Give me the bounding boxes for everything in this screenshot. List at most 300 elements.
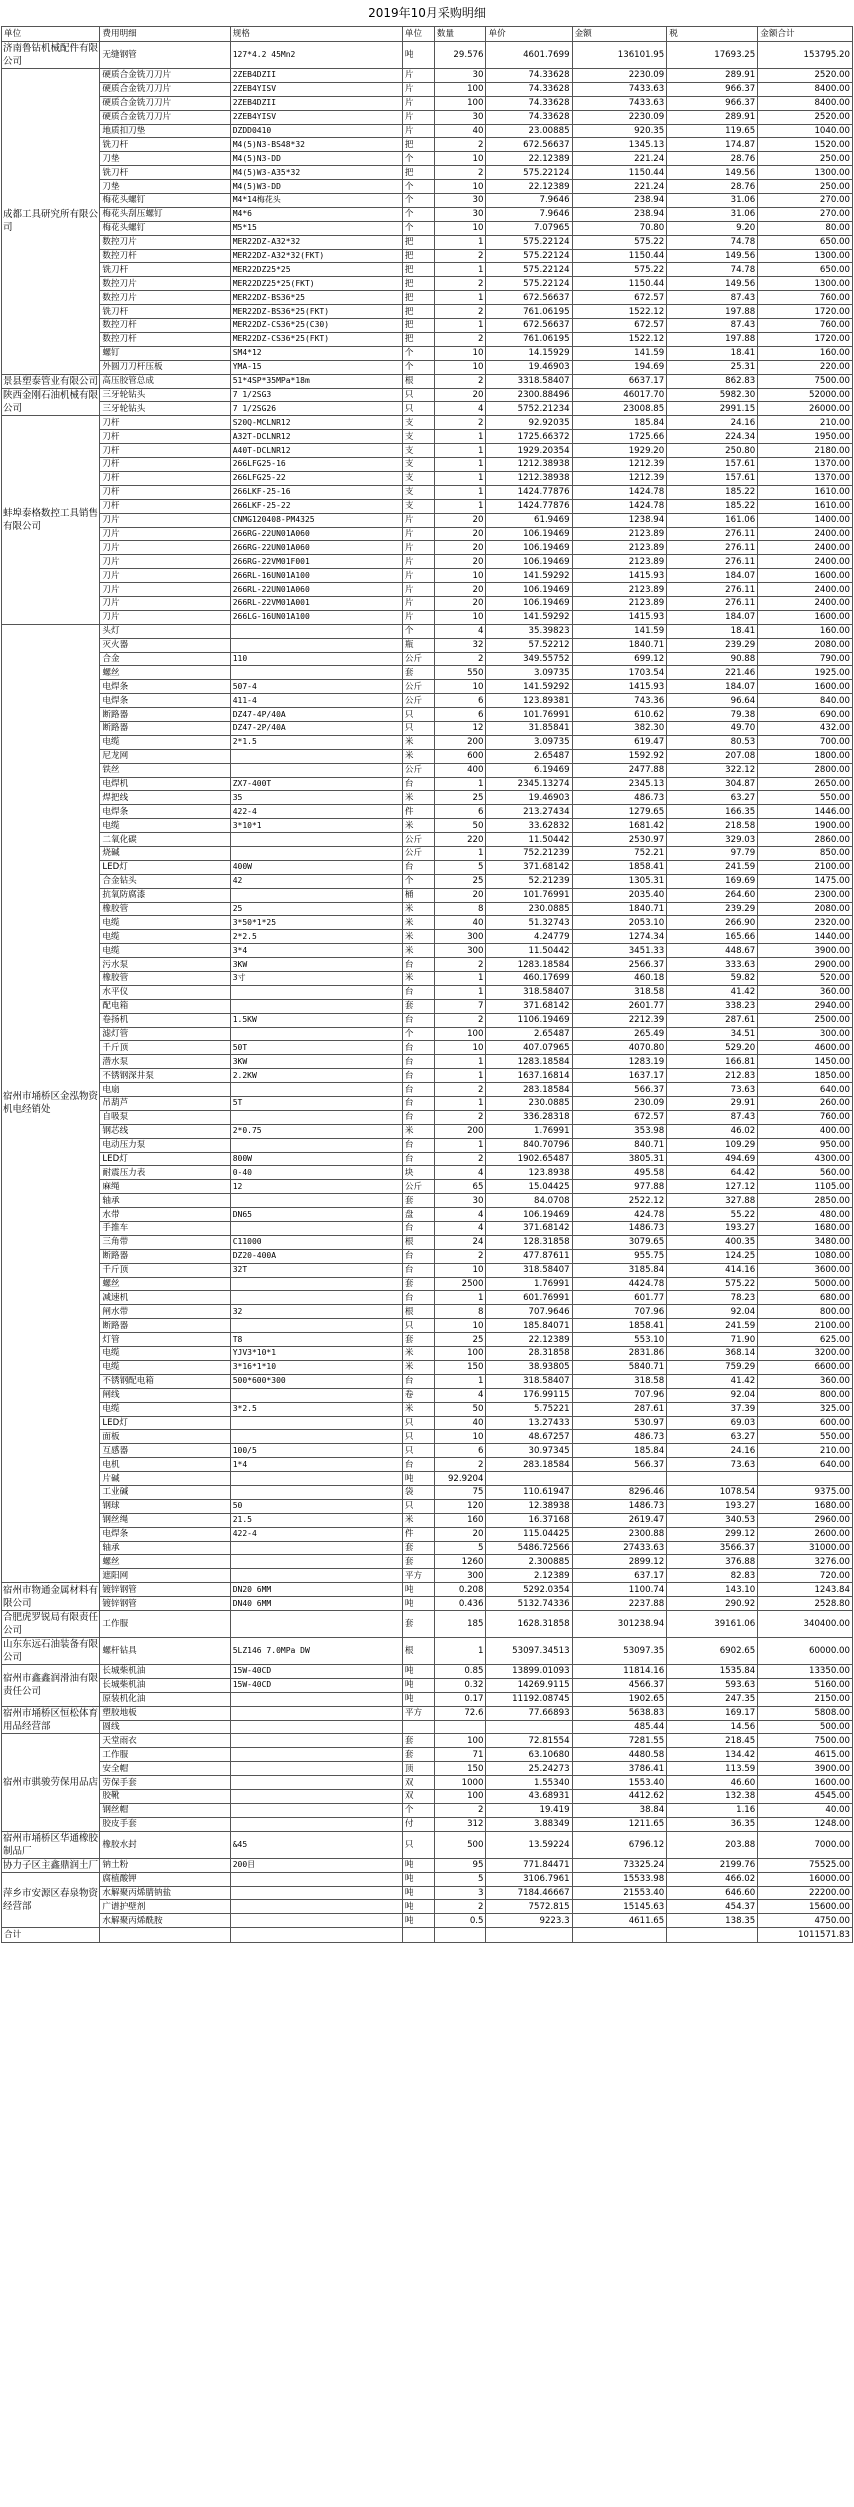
item-qty: 20 [434,527,486,541]
item-tax: 31.06 [667,207,758,221]
item-total: 1105.00 [758,1180,853,1194]
item-total: 2650.00 [758,777,853,791]
item-qty: 30 [434,194,486,208]
item-amount: 23008.85 [572,402,667,416]
item-spec: 32T [230,1263,402,1277]
supplier-name: 宿州市物通金属材料有限公司 [3,1584,99,1609]
table-row [2,1527,853,1541]
item-price: 35.39823 [486,624,572,638]
item-price: 38.93805 [486,1360,572,1374]
table-row [2,1013,853,1027]
item-total: 2100.00 [758,860,853,874]
item-tax: 193.27 [667,1222,758,1236]
item-price: 5.75221 [486,1402,572,1416]
item-spec: 21.5 [230,1513,402,1527]
item-unit: 只 [402,708,434,722]
item-amount: 566.37 [572,1458,667,1472]
item-unit: 米 [402,930,434,944]
item-amount: 1415.93 [572,610,667,624]
item-qty: 120 [434,1499,486,1513]
item-qty: 30 [434,207,486,221]
item-price: 230.0885 [486,1097,572,1111]
item-unit: 吨 [402,1472,434,1486]
item-total: 7500.00 [758,374,853,388]
item-spec: 50 [230,1499,402,1513]
item-unit: 片 [402,110,434,124]
item-qty: 100 [434,1734,486,1748]
item-tax: 41.42 [667,985,758,999]
item-spec: 266LKF-25-16 [230,485,402,499]
item-spec [230,1430,402,1444]
item-spec: 266RL-16UN01A100 [230,569,402,583]
item-total: 270.00 [758,194,853,208]
item-qty: 10 [434,610,486,624]
item-qty: 12 [434,721,486,735]
item-qty: 71 [434,1748,486,1762]
item-spec: 50T [230,1041,402,1055]
table-row [2,1789,853,1803]
item-unit: 台 [402,1097,434,1111]
item-spec [230,749,402,763]
table-row [2,152,853,166]
item-price: 2300.88496 [486,388,572,402]
item-tax: 132.38 [667,1789,758,1803]
item-unit: 公斤 [402,694,434,708]
table-row [2,82,853,96]
item-total: 340400.00 [758,1610,853,1637]
item-price: 1628.31858 [486,1610,572,1637]
item-spec: M4*6 [230,207,402,221]
item-qty: 200 [434,735,486,749]
item-spec [230,1194,402,1208]
item-spec: 266LFG25-22 [230,471,402,485]
item-spec [230,1277,402,1291]
item-tax: 161.06 [667,513,758,527]
supplier-name: 陕西金刚石油机械有限公司 [3,389,99,414]
item-unit: 块 [402,1166,434,1180]
item-tax: 82.83 [667,1569,758,1583]
item-price: 7.9646 [486,207,572,221]
item-unit: 吨 [402,1597,434,1611]
item-amount: 1424.78 [572,499,667,513]
item-unit: 片 [402,555,434,569]
table-row [2,1083,853,1097]
item-spec: 266RG-22VM01F001 [230,555,402,569]
item-qty: 1 [434,319,486,333]
item-total: 2400.00 [758,541,853,555]
item-spec [230,1569,402,1583]
item-tax: 127.12 [667,1180,758,1194]
table-row [2,860,853,874]
item-spec: 51*4SP*35MPa*18m [230,374,402,388]
item-tax: 143.10 [667,1583,758,1597]
item-tax: 37.39 [667,1402,758,1416]
item-price: 106.19469 [486,541,572,555]
table-row [2,791,853,805]
item-total: 2860.00 [758,833,853,847]
item-unit: 套 [402,1333,434,1347]
item-tax: 73.63 [667,1083,758,1097]
item-price: 752.21239 [486,846,572,860]
item-unit: 台 [402,1249,434,1263]
item-qty: 20 [434,888,486,902]
item-total: 600.00 [758,1416,853,1430]
item-price: 5292.0354 [486,1583,572,1597]
item-qty: 10 [434,180,486,194]
item-tax: 149.56 [667,277,758,291]
item-spec: 2ZEB4DZII [230,96,402,110]
item-tax: 289.91 [667,69,758,83]
item-total: 1446.00 [758,805,853,819]
item-amount: 610.62 [572,708,667,722]
header-unit: 单位 [402,27,434,42]
table-row [2,1734,853,1748]
item-qty: 300 [434,1569,486,1583]
item-tax: 109.29 [667,1138,758,1152]
item-unit: 个 [402,180,434,194]
item-unit: 台 [402,860,434,874]
item-amount: 601.77 [572,1291,667,1305]
item-spec: M4(5)W3-DD [230,180,402,194]
item-unit: 桶 [402,888,434,902]
item-qty: 4 [434,402,486,416]
item-price: 77.66893 [486,1706,572,1720]
item-spec: M4(5)N3-DD [230,152,402,166]
table-row [2,1430,853,1444]
table-row [2,1069,853,1083]
table-row [2,624,853,638]
item-tax: 376.88 [667,1555,758,1569]
table-row [2,416,853,430]
item-spec [230,1138,402,1152]
supplier-name: 宿州市骐骏劳保用品店 [2,1734,100,1831]
item-spec: M5*15 [230,221,402,235]
item-spec [230,638,402,652]
total-value: 1011571.83 [758,1928,853,1943]
item-name: 刀片 [100,527,230,541]
item-amount: 1150.44 [572,277,667,291]
item-price: 575.22124 [486,166,572,180]
item-unit: 片 [402,96,434,110]
item-qty: 1 [434,471,486,485]
table-row [2,1541,853,1555]
item-amount: 2345.13 [572,777,667,791]
item-tax: 400.35 [667,1235,758,1249]
item-unit: 吨 [402,1583,434,1597]
item-qty: 6 [434,805,486,819]
table-row [2,1748,853,1762]
item-spec: 7 1/2SG26 [230,402,402,416]
item-tax: 18.41 [667,624,758,638]
item-name: 电焊条 [100,805,230,819]
item-total: 2180.00 [758,444,853,458]
item-qty: 24 [434,1235,486,1249]
item-tax [667,1472,758,1486]
item-spec [230,1485,402,1499]
item-total: 4300.00 [758,1152,853,1166]
item-spec: 422-4 [230,1527,402,1541]
item-spec [230,1319,402,1333]
item-spec: DN40 6MM [230,1597,402,1611]
item-spec [230,1886,402,1900]
item-unit: 台 [402,1110,434,1124]
item-price: 84.0708 [486,1194,572,1208]
item-tax: 149.56 [667,249,758,263]
table-row [2,1235,853,1249]
item-amount: 3079.65 [572,1235,667,1249]
item-qty: 10 [434,680,486,694]
item-unit: 个 [402,624,434,638]
item-unit: 台 [402,1374,434,1388]
item-price: 3318.58407 [486,374,572,388]
item-name: 铣刀杆 [100,263,230,277]
item-tax: 59.82 [667,972,758,986]
table-row [2,1872,853,1886]
item-price [486,1720,572,1734]
item-unit: 支 [402,458,434,472]
item-price: 477.87611 [486,1249,572,1263]
table-row [2,1900,853,1914]
item-total: 550.00 [758,1430,853,1444]
item-spec: 3*2.5 [230,1402,402,1416]
item-spec: S20Q-MCLNR12 [230,416,402,430]
item-name: 电机 [100,1458,230,1472]
item-amount: 699.12 [572,652,667,666]
item-unit: 米 [402,902,434,916]
item-price: 2345.13274 [486,777,572,791]
item-amount: 230.09 [572,1097,667,1111]
item-tax: 239.29 [667,638,758,652]
item-spec: 2ZEB4YISV [230,110,402,124]
item-qty: 6 [434,1444,486,1458]
item-tax: 184.07 [667,569,758,583]
item-spec: 266RG-22UN01A060 [230,541,402,555]
table-row [2,721,853,735]
item-spec: 1.5KW [230,1013,402,1027]
item-amount: 619.47 [572,735,667,749]
supplier-name: 宿州市埇桥区华通橡胶制品厂 [3,1832,99,1857]
item-spec [230,1110,402,1124]
item-amount: 1840.71 [572,638,667,652]
item-name: 千斤顶 [100,1041,230,1055]
item-spec [230,1388,402,1402]
item-price: 2.65487 [486,749,572,763]
item-qty: 10 [434,346,486,360]
item-total: 640.00 [758,1458,853,1472]
item-spec: 100/5 [230,1444,402,1458]
item-unit: 个 [402,1027,434,1041]
item-name: 数控刀片 [100,235,230,249]
item-name: 污水泵 [100,958,230,972]
item-name: 不锈钢配电箱 [100,1374,230,1388]
table-row [2,388,853,402]
item-unit: 个 [402,194,434,208]
table-row [2,694,853,708]
item-total: 4545.00 [758,1789,853,1803]
item-total: 250.00 [758,152,853,166]
item-amount: 460.18 [572,972,667,986]
item-unit: 顶 [402,1762,434,1776]
item-amount: 238.94 [572,207,667,221]
item-price: 31.85841 [486,721,572,735]
item-name: 橡胶管 [100,902,230,916]
table-row [2,1402,853,1416]
item-name: 合金钻头 [100,874,230,888]
item-tax: 90.88 [667,652,758,666]
item-qty: 10 [434,1430,486,1444]
item-price: 2.65487 [486,1027,572,1041]
item-amount: 2619.47 [572,1513,667,1527]
item-tax: 304.87 [667,777,758,791]
item-price: 23.00885 [486,124,572,138]
header-supplier: 单位 [2,27,100,42]
item-qty: 4 [434,1208,486,1222]
item-tax: 174.87 [667,138,758,152]
item-total: 1950.00 [758,430,853,444]
item-total: 52000.00 [758,388,853,402]
item-price: 13899.01093 [486,1664,572,1678]
item-spec: DN20 6MM [230,1583,402,1597]
item-amount: 2053.10 [572,916,667,930]
item-price: 283.18584 [486,1458,572,1472]
table-row [2,138,853,152]
item-qty: 2 [434,1900,486,1914]
item-unit: 套 [402,999,434,1013]
item-tax: 276.11 [667,555,758,569]
item-spec [230,888,402,902]
item-price: 230.0885 [486,902,572,916]
item-name: 数控刀片 [100,291,230,305]
supplier-name: 宿州市埇桥区恒松体育用品经营部 [3,1708,99,1733]
item-spec [230,999,402,1013]
item-amount: 2123.89 [572,527,667,541]
item-total: 325.00 [758,1402,853,1416]
item-qty: 40 [434,124,486,138]
item-price: 15.04425 [486,1180,572,1194]
item-spec [230,1541,402,1555]
item-amount: 1681.42 [572,819,667,833]
item-unit: 台 [402,1055,434,1069]
item-qty: 30 [434,1194,486,1208]
item-tax: 14.56 [667,1720,758,1734]
item-name: 电扇 [100,1083,230,1097]
item-unit: 台 [402,777,434,791]
item-price: 672.56637 [486,138,572,152]
table-row [2,1706,853,1720]
item-qty: 2 [434,1249,486,1263]
item-spec: 15W-40CD [230,1678,402,1692]
item-price: 22.12389 [486,1333,572,1347]
item-price: 1929.20354 [486,444,572,458]
item-name: 胶靴 [100,1789,230,1803]
item-total [758,1472,853,1486]
item-qty: 0.32 [434,1678,486,1692]
item-amount: 3451.33 [572,944,667,958]
item-unit: 台 [402,1222,434,1236]
item-qty: 1 [434,291,486,305]
item-qty: 500 [434,1831,486,1858]
total-label: 合计 [2,1928,100,1943]
item-price: 575.22124 [486,249,572,263]
item-name: 轴承 [100,1194,230,1208]
item-amount: 4611.65 [572,1914,667,1928]
item-unit: 把 [402,319,434,333]
item-price: 1212.38938 [486,458,572,472]
item-tax: 2991.15 [667,402,758,416]
item-total: 650.00 [758,263,853,277]
item-spec: 266RL-22UN01A060 [230,583,402,597]
item-total: 840.00 [758,694,853,708]
item-amount: 1238.94 [572,513,667,527]
item-total: 31000.00 [758,1541,853,1555]
item-tax: 207.08 [667,749,758,763]
item-name: 原装机化油 [100,1692,230,1706]
table-row [2,1305,853,1319]
item-amount: 353.98 [572,1124,667,1138]
item-amount: 15533.98 [572,1872,667,1886]
item-amount: 7281.55 [572,1734,667,1748]
item-qty: 2 [434,249,486,263]
item-spec: 800W [230,1152,402,1166]
item-name: 千斤顶 [100,1263,230,1277]
table-row [2,402,853,416]
item-price: 48.67257 [486,1430,572,1444]
item-qty: 2 [434,958,486,972]
item-tax: 149.56 [667,166,758,180]
item-spec: 507-4 [230,680,402,694]
item-price: 110.61947 [486,1485,572,1499]
table-row [2,555,853,569]
item-spec [230,1914,402,1928]
item-amount: 485.44 [572,1720,667,1734]
item-amount [572,1472,667,1486]
item-tax: 87.43 [667,1110,758,1124]
item-price: 12.38938 [486,1499,572,1513]
table-row [2,1914,853,1928]
item-name: 电缆 [100,1347,230,1361]
item-unit: 台 [402,1069,434,1083]
item-qty: 0.208 [434,1583,486,1597]
item-total: 1243.84 [758,1583,853,1597]
item-tax: 287.61 [667,1013,758,1027]
item-tax: 241.59 [667,1319,758,1333]
item-total: 2520.00 [758,69,853,83]
item-tax: 224.34 [667,430,758,444]
item-name: 三牙轮钻头 [100,388,230,402]
item-tax: 28.76 [667,180,758,194]
item-name: 断路器 [100,721,230,735]
item-price: 3.09735 [486,666,572,680]
supplier-name: 萍乡市安源区春泉物资经营部 [2,1872,100,1928]
item-amount: 1858.41 [572,1319,667,1333]
item-total: 15600.00 [758,1900,853,1914]
item-spec: 12 [230,1180,402,1194]
table-row [2,1027,853,1041]
item-spec: 422-4 [230,805,402,819]
item-amount: 3786.41 [572,1762,667,1776]
item-qty: 25 [434,791,486,805]
item-price: 14269.9115 [486,1678,572,1692]
item-name: 外圆刀刀杆压板 [100,360,230,374]
item-spec: 7 1/2SG3 [230,388,402,402]
item-spec: SM4*12 [230,346,402,360]
item-total: 9375.00 [758,1485,853,1499]
item-spec: 110 [230,652,402,666]
item-name: 吊葫芦 [100,1097,230,1111]
item-unit: 吨 [402,1886,434,1900]
header-item: 费用明细 [100,27,230,42]
item-qty: 600 [434,749,486,763]
